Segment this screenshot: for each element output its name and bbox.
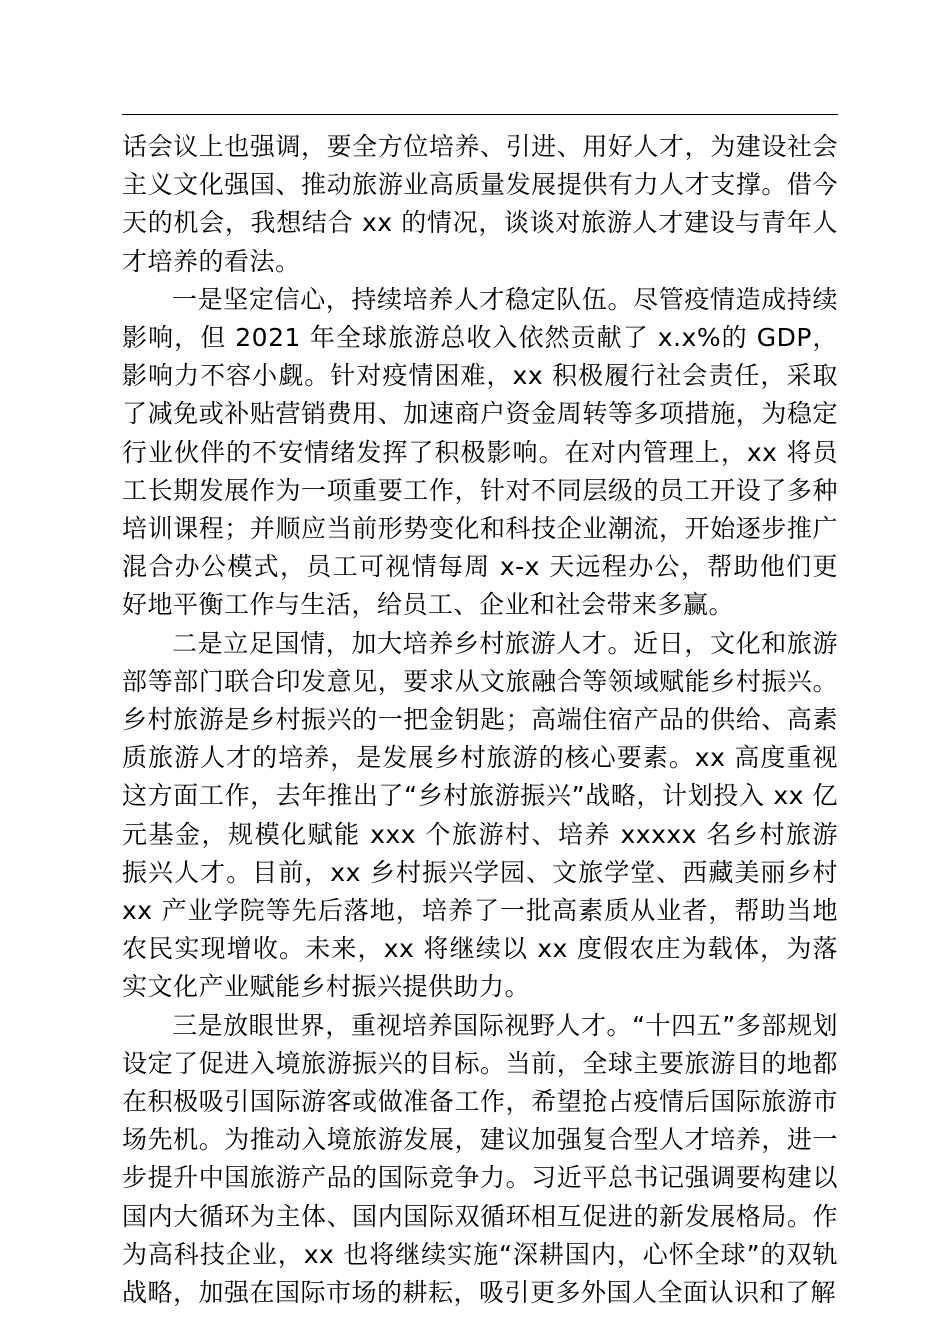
paragraph-point-one: 一是坚定信心，持续培养人才稳定队伍。尽管疫情造成持续影响，但 2021 年全球旅游总收入依然贡献了 x.x%的 GDP，影响力不容小觑。针对疫情困难，xx 积极履行社会责任，采取了减免或补贴营销费用、加速商户资金周转等多项措施，为稳定行业伙伴的不安情绪发挥了积极影响。在对内管理上，xx 将员工长期发展作为一项重要工作，针对不同层级的员工开设了多种培训课程；并顺应当前形势变化和科技企业潮流，开始逐步推广混合办公模式，员工可视情每周 x-x 天远程办公，帮助他们更好地平衡工作与生活，给员工、企业和社会带来多赢。: [122, 284, 838, 620]
paragraph-continuation: 话会议上也强调，要全方位培养、引进、用好人才，为建设社会主义文化强国、推动旅游业高质量发展提供有力人才支撑。借今天的机会，我想结合 xx 的情况，谈谈对旅游人才建设与青年人才培养的看法。: [122, 132, 838, 276]
header-rule: [122, 114, 838, 115]
paragraph-point-two: 二是立足国情，加大培养乡村旅游人才。近日，文化和旅游部等部门联合印发意见，要求从文旅融合等领域赋能乡村振兴。乡村旅游是乡村振兴的一把金钥匙；高端住宿产品的供给、高素质旅游人才的培养，是发展乡村旅游的核心要素。xx 高度重视这方面工作，去年推出了“乡村旅游振兴”战略，计划投入 xx 亿元基金，规模化赋能 xxx 个旅游村、培养 xxxxx 名乡村旅游振兴人才。目前，xx 乡村振兴学园、文旅学堂、西藏美丽乡村 xx 产业学院等先后落地，培养了一批高素质从业者，帮助当地农民实现增收。未来，xx 将继续以 xx 度假农庄为载体，为落实文化产业赋能乡村振兴提供助力。: [122, 628, 838, 1002]
document-body: [122, 128, 838, 1312]
paragraph-point-three: 三是放眼世界，重视培养国际视野人才。“十四五”多部规划设定了促进入境旅游振兴的目标。当前，全球主要旅游目的地都在积极吸引国际游客或做准备工作，希望抢占疫情后国际旅游市场先机。为推动入境旅游发展，建议加强复合型人才培养，进一步提升中国旅游产品的国际竞争力。习近平总书记强调要构建以国内大循环为主体、国内国际双循环相互促进的新发展格局。作为高科技企业，xx 也将继续实施“深耕国内，心怀全球”的双轨战略，加强在国际市场的耕耘，吸引更多外国人全面认识和了解: [122, 1010, 838, 1308]
